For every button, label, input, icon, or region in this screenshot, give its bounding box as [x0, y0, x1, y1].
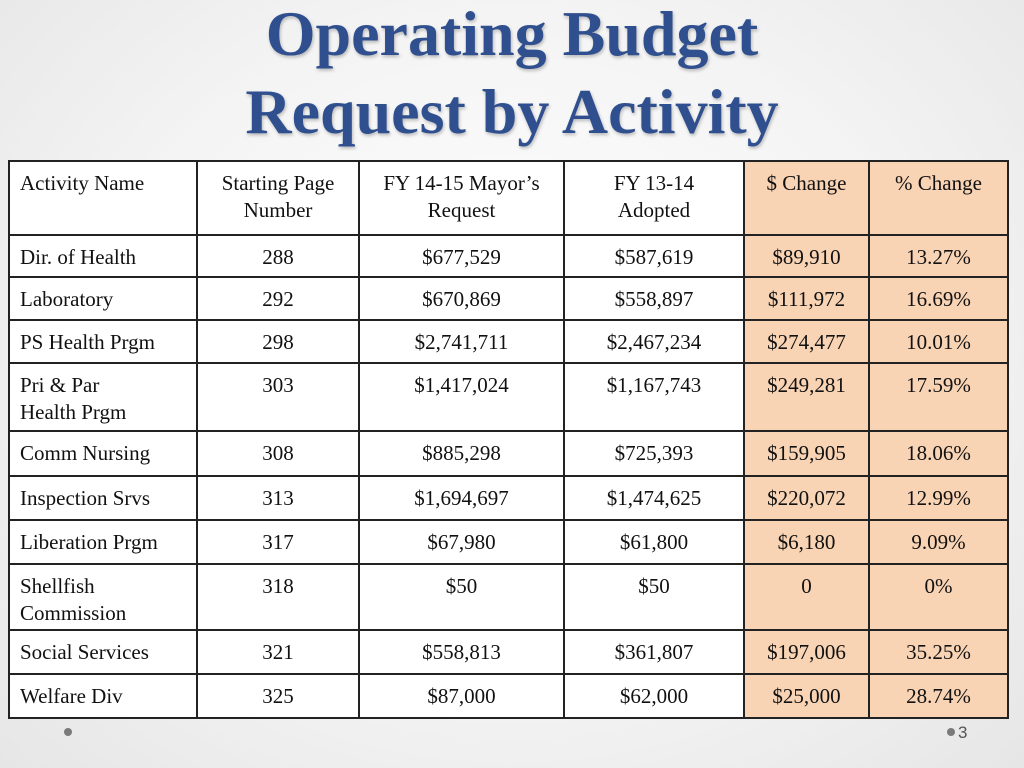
table-row: [9, 235, 1008, 277]
table-row: [9, 363, 1008, 431]
cell-dollar-change: $197,006: [744, 630, 869, 674]
cell-activity: Welfare Div: [9, 674, 197, 718]
cell-page: 303: [197, 363, 359, 431]
cell-dollar-change: $25,000: [744, 674, 869, 718]
cell-mayor-request: $87,000: [359, 674, 564, 718]
cell-dollar-change: $89,910: [744, 235, 869, 277]
cell-percent-change: 35.25%: [869, 630, 1008, 674]
table-row: [9, 277, 1008, 320]
table-row: [9, 520, 1008, 564]
cell-mayor-request: $670,869: [359, 277, 564, 320]
cell-dollar-change: $274,477: [744, 320, 869, 363]
cell-activity-line-1: Shellfish: [20, 574, 95, 598]
cell-percent-change: 28.74%: [869, 674, 1008, 718]
cell-page: 318: [197, 564, 359, 630]
cell-activity-line-1: Pri & Par: [20, 373, 100, 397]
cell-adopted: $50: [564, 564, 744, 630]
cell-activity: Liberation Prgm: [9, 520, 197, 564]
slide-title: [0, 0, 1024, 160]
budget-table: [8, 160, 1009, 719]
header-activity-name: Activity Name: [9, 161, 197, 235]
table-row: [9, 674, 1008, 718]
cell-percent-change: 12.99%: [869, 476, 1008, 520]
cell-dollar-change: 0: [744, 564, 869, 630]
cell-mayor-request: $558,813: [359, 630, 564, 674]
table-row: [9, 476, 1008, 520]
cell-dollar-change: $220,072: [744, 476, 869, 520]
cell-percent-change: 13.27%: [869, 235, 1008, 277]
cell-activity: Laboratory: [9, 277, 197, 320]
cell-adopted: $2,467,234: [564, 320, 744, 363]
header-mayor-request: [359, 161, 564, 235]
cell-activity: Comm Nursing: [9, 431, 197, 476]
cell-page: 292: [197, 277, 359, 320]
cell-dollar-change: $249,281: [744, 363, 869, 431]
cell-activity: Social Services: [9, 630, 197, 674]
cell-mayor-request: $677,529: [359, 235, 564, 277]
cell-adopted: $725,393: [564, 431, 744, 476]
cell-mayor-request: $67,980: [359, 520, 564, 564]
cell-page: 325: [197, 674, 359, 718]
cell-mayor-request: $1,417,024: [359, 363, 564, 431]
footer-right-dot: [947, 728, 955, 736]
header-adopted: [564, 161, 744, 235]
table-row: [9, 431, 1008, 476]
header-percent-change: % Change: [869, 161, 1008, 235]
cell-percent-change: 16.69%: [869, 277, 1008, 320]
cell-percent-change: 17.59%: [869, 363, 1008, 431]
cell-activity-line-2: Health Prgm: [20, 400, 127, 424]
cell-percent-change: 0%: [869, 564, 1008, 630]
cell-page: 308: [197, 431, 359, 476]
table-row: [9, 564, 1008, 630]
cell-page: 298: [197, 320, 359, 363]
cell-mayor-request: $1,694,697: [359, 476, 564, 520]
footer-left-dot: [64, 728, 72, 736]
table-row: [9, 320, 1008, 363]
table-row: [9, 630, 1008, 674]
title-line-1: Operating Budget: [265, 0, 759, 69]
cell-adopted: $1,474,625: [564, 476, 744, 520]
cell-activity: Inspection Srvs: [9, 476, 197, 520]
cell-activity: Dir. of Health: [9, 235, 197, 277]
cell-activity: PS Health Prgm: [9, 320, 197, 363]
cell-adopted: $62,000: [564, 674, 744, 718]
cell-mayor-request: $885,298: [359, 431, 564, 476]
cell-page: 321: [197, 630, 359, 674]
header-starting-page-label: Starting Page Number: [221, 171, 335, 222]
cell-page: 317: [197, 520, 359, 564]
cell-adopted: $61,800: [564, 520, 744, 564]
cell-activity: [9, 363, 197, 431]
cell-percent-change: 18.06%: [869, 431, 1008, 476]
cell-page: 313: [197, 476, 359, 520]
table-header-row: [9, 161, 1008, 235]
cell-dollar-change: $111,972: [744, 277, 869, 320]
cell-percent-change: 9.09%: [869, 520, 1008, 564]
header-adopted-label: FY 13-14 Adopted: [613, 171, 695, 222]
header-starting-page: [197, 161, 359, 235]
cell-dollar-change: $6,180: [744, 520, 869, 564]
slide-page-number: 3: [958, 723, 968, 742]
cell-percent-change: 10.01%: [869, 320, 1008, 363]
cell-adopted: $587,619: [564, 235, 744, 277]
title-line-2: Request by Activity: [245, 76, 779, 147]
header-mayor-request-label: FY 14-15 Mayor’s Request: [383, 171, 540, 222]
cell-adopted: $361,807: [564, 630, 744, 674]
cell-mayor-request: $2,741,711: [359, 320, 564, 363]
cell-page: 288: [197, 235, 359, 277]
cell-dollar-change: $159,905: [744, 431, 869, 476]
cell-adopted: $558,897: [564, 277, 744, 320]
cell-mayor-request: $50: [359, 564, 564, 630]
cell-activity-line-2: Commission: [20, 601, 127, 625]
cell-adopted: $1,167,743: [564, 363, 744, 431]
header-dollar-change: $ Change: [744, 161, 869, 235]
cell-activity: [9, 564, 197, 630]
